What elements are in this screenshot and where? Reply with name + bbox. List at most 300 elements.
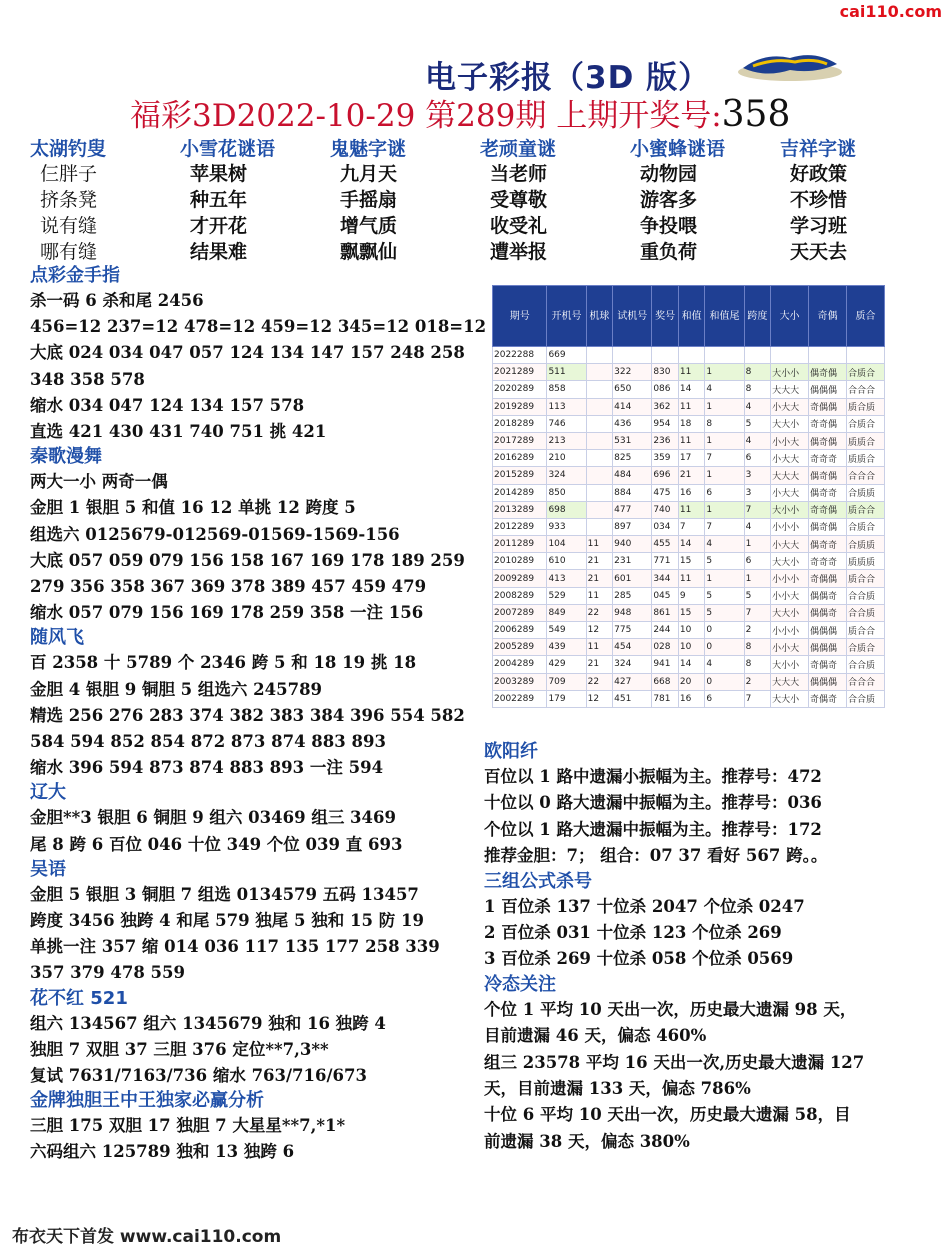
table-cell: 850 — [547, 484, 586, 501]
prediction-line: 584 594 852 854 872 873 874 883 893 — [30, 732, 386, 752]
prediction-line: 十位以 0 路大遗漏中振幅为主。推荐号：036 — [484, 793, 822, 813]
table-cell: 2017289 — [493, 432, 547, 449]
table-cell: 6 — [744, 553, 771, 570]
table-cell: 933 — [547, 518, 586, 535]
table-cell: 2009289 — [493, 570, 547, 587]
table-row — [493, 604, 885, 621]
table-cell: 2021289 — [493, 364, 547, 381]
table-cell: 偶偶奇 — [809, 604, 847, 621]
table-cell: 14 — [678, 656, 705, 673]
table-cell: 16 — [678, 484, 705, 501]
table-row — [493, 622, 885, 639]
riddle-title: 太湖钓叟 — [30, 138, 107, 160]
table-cell: 0 — [705, 639, 744, 656]
table-cell: 455 — [652, 536, 679, 553]
riddle-item: 增气质 — [340, 215, 398, 237]
table-cell: 质合合 — [846, 570, 884, 587]
table-cell: 14 — [678, 381, 705, 398]
table-cell: 696 — [652, 467, 679, 484]
table-cell: 质质合 — [846, 450, 884, 467]
table-cell: 1 — [705, 432, 744, 449]
table-cell: 大大小 — [771, 415, 809, 432]
table-cell: 质合合 — [846, 501, 884, 518]
table-cell: 20 — [678, 673, 705, 690]
prediction-line: 缩水 034 047 124 134 157 578 — [30, 395, 305, 415]
table-cell: 16 — [678, 690, 705, 707]
table-cell: 3 — [744, 467, 771, 484]
table-cell: 4 — [705, 536, 744, 553]
table-cell — [678, 347, 705, 364]
prediction-line: 缩水 057 079 156 169 178 259 358 一注 156 — [30, 603, 424, 623]
prediction-line: 个位 1 平均 10 天出一次，历史最大遗漏 98 天， — [484, 999, 857, 1019]
table-row — [493, 364, 885, 381]
riddle-item: 收受礼 — [490, 215, 548, 237]
riddle-item: 受尊敬 — [490, 189, 548, 211]
table-cell: 2022288 — [493, 347, 547, 364]
section-title: 秦歌漫舞 — [30, 446, 102, 468]
prediction-line: 三胆 175 双胆 17 独胆 7 大星星**7,*1* — [30, 1116, 346, 1136]
table-row — [493, 381, 885, 398]
table-cell: 奇奇奇 — [809, 553, 847, 570]
table-cell: 244 — [652, 622, 679, 639]
table-row — [493, 673, 885, 690]
table-cell: 8 — [705, 415, 744, 432]
table-cell: 7 — [744, 501, 771, 518]
table-row — [493, 398, 885, 415]
table-cell: 104 — [547, 536, 586, 553]
table-cell: 21 — [586, 570, 613, 587]
table-cell: 698 — [547, 501, 586, 518]
table-cell — [809, 347, 847, 364]
table-cell: 4 — [744, 518, 771, 535]
table-cell: 7 — [744, 604, 771, 621]
table-cell: 2019289 — [493, 398, 547, 415]
table-cell — [586, 450, 613, 467]
table-cell — [744, 347, 771, 364]
riddle-item: 苹果树 — [190, 163, 248, 185]
prediction-line: 348 358 578 — [30, 369, 145, 389]
table-row — [493, 587, 885, 604]
table-cell: 1 — [705, 570, 744, 587]
column-header: 质合 — [846, 286, 884, 347]
table-cell: 合质合 — [846, 639, 884, 656]
table-cell: 大大大 — [771, 467, 809, 484]
riddle-item: 学习班 — [790, 215, 848, 237]
table-cell: 大小小 — [771, 364, 809, 381]
table-cell: 合合质 — [846, 656, 884, 673]
riddle-item: 当老师 — [490, 163, 548, 185]
table-cell: 14 — [678, 536, 705, 553]
table-cell: 4 — [705, 381, 744, 398]
table-cell: 2015289 — [493, 467, 547, 484]
table-cell: 大大大 — [771, 381, 809, 398]
prediction-line: 金胆**3 银胆 6 铜胆 9 组六 03469 组三 3469 — [30, 808, 396, 828]
column-header: 期号 — [493, 286, 547, 347]
table-cell: 4 — [705, 656, 744, 673]
table-cell: 6 — [705, 690, 744, 707]
site-tag: cai110.com — [839, 2, 942, 21]
riddle-item: 九月天 — [340, 163, 398, 185]
section-title: 吴语 — [30, 858, 66, 880]
column-header: 奖号 — [652, 286, 679, 347]
table-cell: 709 — [547, 673, 586, 690]
table-cell: 大大小 — [771, 604, 809, 621]
table-cell: 2018289 — [493, 415, 547, 432]
table-cell: 5 — [705, 587, 744, 604]
table-cell: 小小大 — [771, 587, 809, 604]
prediction-line: 357 379 478 559 — [30, 963, 186, 983]
table-cell: 179 — [547, 690, 586, 707]
table-row — [493, 553, 885, 570]
issue-line — [130, 90, 790, 135]
draw-history-table — [492, 285, 885, 708]
table-cell: 奇奇偶 — [809, 501, 847, 518]
table-cell: 12 — [586, 690, 613, 707]
table-cell: 8 — [744, 381, 771, 398]
prediction-line: 复试 7631/7163/736 缩水 763/716/673 — [30, 1066, 367, 1086]
table-cell: 324 — [613, 656, 652, 673]
table-cell: 0 — [705, 673, 744, 690]
table-cell: 7 — [744, 690, 771, 707]
table-cell — [586, 518, 613, 535]
table-cell — [586, 484, 613, 501]
table-cell: 质合合 — [846, 622, 884, 639]
prediction-line: 1 百位杀 137 十位杀 2047 个位杀 0247 — [484, 896, 805, 916]
table-cell: 045 — [652, 587, 679, 604]
column-header: 开机号 — [547, 286, 586, 347]
table-row — [493, 501, 885, 518]
prediction-line: 天，目前遗漏 133 天，偏态 786% — [484, 1079, 751, 1099]
column-header: 机球 — [586, 286, 613, 347]
table-cell: 偶偶偶 — [809, 622, 847, 639]
table-cell: 3 — [744, 484, 771, 501]
prediction-line: 大底 024 034 047 057 124 134 147 157 248 258 — [30, 343, 465, 363]
table-cell: 偶偶偶 — [809, 673, 847, 690]
table-cell: 11 — [586, 587, 613, 604]
table-cell: 2020289 — [493, 381, 547, 398]
riddle-title: 小蜜蜂谜语 — [630, 138, 726, 160]
table-cell: 质合质 — [846, 398, 884, 415]
table-cell: 大大小 — [771, 553, 809, 570]
prediction-line: 大底 057 059 079 156 158 167 169 178 189 259 — [30, 550, 465, 570]
table-cell: 610 — [547, 553, 586, 570]
table-cell: 4 — [744, 432, 771, 449]
table-cell: 15 — [678, 604, 705, 621]
table-cell — [613, 347, 652, 364]
table-cell — [586, 381, 613, 398]
table-cell: 11 — [678, 398, 705, 415]
table-cell: 897 — [613, 518, 652, 535]
riddle-title: 老顽童谜 — [480, 138, 557, 160]
section-title: 金牌独胆王中王独家必赢分析 — [30, 1090, 264, 1112]
prediction-line: 六码组六 125789 独和 13 独跨 6 — [30, 1142, 295, 1162]
prediction-line: 推荐金胆：7； 组合：07 37 看好 567 跨。。 — [484, 846, 828, 866]
table-cell: 小小大 — [771, 432, 809, 449]
table-cell: 529 — [547, 587, 586, 604]
table-row — [493, 484, 885, 501]
table-cell: 合质合 — [846, 364, 884, 381]
prediction-line: 独胆 7 双胆 37 三胆 376 定位**7,3** — [30, 1039, 329, 1059]
riddle-item: 遭举报 — [490, 241, 548, 263]
table-cell — [705, 347, 744, 364]
table-row — [493, 518, 885, 535]
left-column — [30, 264, 487, 1166]
prediction-line: 前遗漏 38 天，偏态 380% — [484, 1131, 690, 1151]
table-cell: 11 — [678, 432, 705, 449]
table-cell: 344 — [652, 570, 679, 587]
table-cell: 668 — [652, 673, 679, 690]
prediction-line: 456=12 237=12 478=12 459=12 345=12 018=12 — [30, 317, 487, 337]
riddle-item: 重负荷 — [640, 241, 698, 263]
prediction-line: 组六 134567 组六 1345679 独和 16 独跨 4 — [30, 1013, 386, 1033]
riddle-column — [180, 134, 330, 263]
table-cell: 小大大 — [771, 536, 809, 553]
table-cell: 5 — [744, 415, 771, 432]
table-cell — [586, 432, 613, 449]
table-cell: 884 — [613, 484, 652, 501]
prediction-line: 精选 256 276 283 374 382 383 384 396 554 582 — [30, 705, 465, 725]
table-cell: 549 — [547, 622, 586, 639]
table-cell: 11 — [678, 570, 705, 587]
table-cell: 11 — [586, 639, 613, 656]
table-cell: 合质质 — [846, 484, 884, 501]
table-cell — [586, 364, 613, 381]
table-cell: 8 — [744, 639, 771, 656]
table-row — [493, 570, 885, 587]
table-cell: 12 — [586, 622, 613, 639]
table-cell: 439 — [547, 639, 586, 656]
table-cell: 034 — [652, 518, 679, 535]
table-cell: 合质质 — [846, 536, 884, 553]
table-cell: 偶奇偶 — [809, 467, 847, 484]
table-cell: 2005289 — [493, 639, 547, 656]
prediction-line: 跨度 3456 独跨 4 和尾 579 独尾 5 独和 15 防 19 — [30, 911, 424, 931]
table-cell: 奇奇奇 — [809, 450, 847, 467]
table-cell: 454 — [613, 639, 652, 656]
table-cell: 7 — [705, 450, 744, 467]
prediction-line: 组选六 0125679-012569-01569-1569-156 — [30, 524, 400, 544]
prediction-line: 金胆 5 银胆 3 铜胆 7 组选 0134579 五码 13457 — [30, 884, 419, 904]
column-header: 大小 — [771, 286, 809, 347]
riddle-item: 动物园 — [640, 163, 698, 185]
section-title: 欧阳纤 — [484, 741, 538, 762]
riddle-item: 不珍惜 — [790, 189, 848, 211]
section-title: 随风飞 — [30, 627, 84, 649]
table-cell: 7 — [705, 518, 744, 535]
riddle-item: 手摇扇 — [340, 189, 398, 211]
table-cell: 2011289 — [493, 536, 547, 553]
prediction-line: 百位以 1 路中遗漏小振幅为主。推荐号：472 — [484, 767, 822, 786]
table-row — [493, 415, 885, 432]
table-cell — [586, 467, 613, 484]
table-cell: 21 — [586, 553, 613, 570]
riddle-item: 仨胖子 — [40, 163, 98, 185]
table-cell: 285 — [613, 587, 652, 604]
right-column — [484, 740, 924, 1155]
issue-text: 福彩3D2022-10-29 第289期 上期开奖号: — [130, 98, 722, 134]
riddle-item: 游客多 — [640, 189, 698, 211]
table-cell: 740 — [652, 501, 679, 518]
prediction-line: 目前遗漏 46 天，偏态 460% — [484, 1026, 707, 1046]
table-cell: 451 — [613, 690, 652, 707]
table-cell — [586, 415, 613, 432]
table-cell: 奇偶偶 — [809, 398, 847, 415]
table-cell: 11 — [678, 501, 705, 518]
column-header: 奇偶 — [809, 286, 847, 347]
table-cell: 781 — [652, 690, 679, 707]
table-cell: 858 — [547, 381, 586, 398]
riddle-item: 挤条凳 — [40, 189, 98, 211]
table-cell: 650 — [613, 381, 652, 398]
riddle-item: 才开花 — [190, 215, 248, 237]
table-cell: 合质合 — [846, 415, 884, 432]
table-cell — [846, 347, 884, 364]
table-row — [493, 432, 885, 449]
table-cell — [586, 347, 613, 364]
section-title: 辽大 — [30, 782, 66, 804]
table-cell: 2002289 — [493, 690, 547, 707]
table-cell: 合合质 — [846, 690, 884, 707]
riddle-column — [630, 134, 780, 263]
table-cell: 231 — [613, 553, 652, 570]
riddle-column — [330, 134, 480, 263]
table-cell: 8 — [744, 656, 771, 673]
riddle-item: 争投喂 — [640, 215, 698, 237]
column-header: 和值尾 — [705, 286, 744, 347]
table-row — [493, 467, 885, 484]
table-cell: 小小大 — [771, 639, 809, 656]
table-cell: 429 — [547, 656, 586, 673]
prediction-line: 十位 6 平均 10 天出一次，历史最大遗漏 58，目 — [484, 1105, 851, 1125]
table-cell: 质质质 — [846, 553, 884, 570]
table-cell: 合合合 — [846, 381, 884, 398]
prediction-line: 百 2358 十 5789 个 2346 跨 5 和 18 19 挑 18 — [30, 653, 417, 673]
table-cell: 669 — [547, 347, 586, 364]
table-row — [493, 690, 885, 707]
table-cell: 0 — [705, 622, 744, 639]
table-cell: 2016289 — [493, 450, 547, 467]
riddle-title: 吉祥字谜 — [780, 138, 857, 160]
table-cell: 113 — [547, 398, 586, 415]
table-cell: 小小小 — [771, 518, 809, 535]
riddle-column — [780, 134, 930, 263]
table-cell: 15 — [678, 553, 705, 570]
table-cell: 奇偶奇 — [809, 656, 847, 673]
table-cell: 4 — [744, 398, 771, 415]
table-cell: 028 — [652, 639, 679, 656]
table-cell: 771 — [652, 553, 679, 570]
prediction-line: 缩水 396 594 873 874 883 893 一注 594 — [30, 758, 384, 778]
table-cell: 11 — [586, 536, 613, 553]
riddle-grid — [30, 134, 910, 263]
table-cell: 21 — [586, 656, 613, 673]
table-cell: 大大小 — [771, 690, 809, 707]
table-cell: 小小小 — [771, 570, 809, 587]
table-row — [493, 536, 885, 553]
table-cell: 1 — [705, 501, 744, 518]
riddle-item: 天天去 — [790, 241, 848, 263]
table-cell: 22 — [586, 673, 613, 690]
table-cell: 511 — [547, 364, 586, 381]
riddle-item: 结果难 — [190, 241, 248, 263]
table-cell: 830 — [652, 364, 679, 381]
table-cell — [771, 347, 809, 364]
table-cell: 2010289 — [493, 553, 547, 570]
table-cell: 奇偶奇 — [809, 690, 847, 707]
riddle-item: 哪有缝 — [40, 241, 98, 263]
table-cell: 1 — [705, 467, 744, 484]
table-cell: 1 — [705, 364, 744, 381]
prediction-line: 个位以 1 路大遗漏中振幅为主。推荐号：172 — [484, 819, 822, 839]
table-cell: 1 — [744, 536, 771, 553]
table-cell: 合合合 — [846, 673, 884, 690]
table-cell: 436 — [613, 415, 652, 432]
column-header: 和值 — [678, 286, 705, 347]
table-cell: 213 — [547, 432, 586, 449]
prediction-line: 金胆 1 银胆 5 和值 16 12 单挑 12 跨度 5 — [30, 498, 356, 518]
table-cell: 21 — [678, 467, 705, 484]
table-cell: 22 — [586, 604, 613, 621]
table-cell: 1 — [705, 398, 744, 415]
table-cell: 奇偶偶 — [809, 570, 847, 587]
table-cell: 大小小 — [771, 656, 809, 673]
table-cell: 477 — [613, 501, 652, 518]
table-cell: 2 — [744, 622, 771, 639]
table-cell: 大大大 — [771, 673, 809, 690]
table-row — [493, 347, 885, 364]
table-cell: 偶奇奇 — [809, 536, 847, 553]
table-cell — [586, 398, 613, 415]
table-cell: 210 — [547, 450, 586, 467]
table-cell: 825 — [613, 450, 652, 467]
prediction-line: 3 百位杀 269 十位杀 058 个位杀 0569 — [484, 949, 794, 969]
prediction-line: 2 百位杀 031 十位杀 123 个位杀 269 — [484, 923, 782, 943]
table-header-row — [493, 286, 885, 347]
table-cell: 531 — [613, 432, 652, 449]
prediction-line: 金胆 4 银胆 9 铜胆 5 组选六 245789 — [30, 679, 323, 699]
table-cell: 6 — [705, 484, 744, 501]
table-cell: 2003289 — [493, 673, 547, 690]
table-cell: 合合质 — [846, 604, 884, 621]
table-cell: 偶奇偶 — [809, 518, 847, 535]
table-cell: 413 — [547, 570, 586, 587]
table-cell: 10 — [678, 639, 705, 656]
prediction-line: 单挑一注 357 缩 014 036 117 135 177 258 339 — [30, 937, 440, 957]
paper-title: 电子彩报（3D 版） — [425, 60, 711, 96]
table-cell: 775 — [613, 622, 652, 639]
table-cell: 小大大 — [771, 484, 809, 501]
table-cell: 2007289 — [493, 604, 547, 621]
table-cell: 362 — [652, 398, 679, 415]
table-row — [493, 656, 885, 673]
riddle-title: 小雪花谜语 — [180, 138, 276, 160]
table-cell: 小小小 — [771, 622, 809, 639]
table-cell: 2008289 — [493, 587, 547, 604]
last-number: 358 — [721, 94, 791, 135]
table-cell: 5 — [744, 587, 771, 604]
table-cell: 8 — [744, 364, 771, 381]
table-cell: 484 — [613, 467, 652, 484]
table-cell: 2013289 — [493, 501, 547, 518]
riddle-column — [30, 134, 180, 263]
table-cell: 17 — [678, 450, 705, 467]
table-cell: 5 — [705, 553, 744, 570]
table-row — [493, 450, 885, 467]
table-cell — [586, 501, 613, 518]
table-cell: 475 — [652, 484, 679, 501]
section-title: 点彩金手指 — [30, 265, 120, 286]
table-cell: 601 — [613, 570, 652, 587]
